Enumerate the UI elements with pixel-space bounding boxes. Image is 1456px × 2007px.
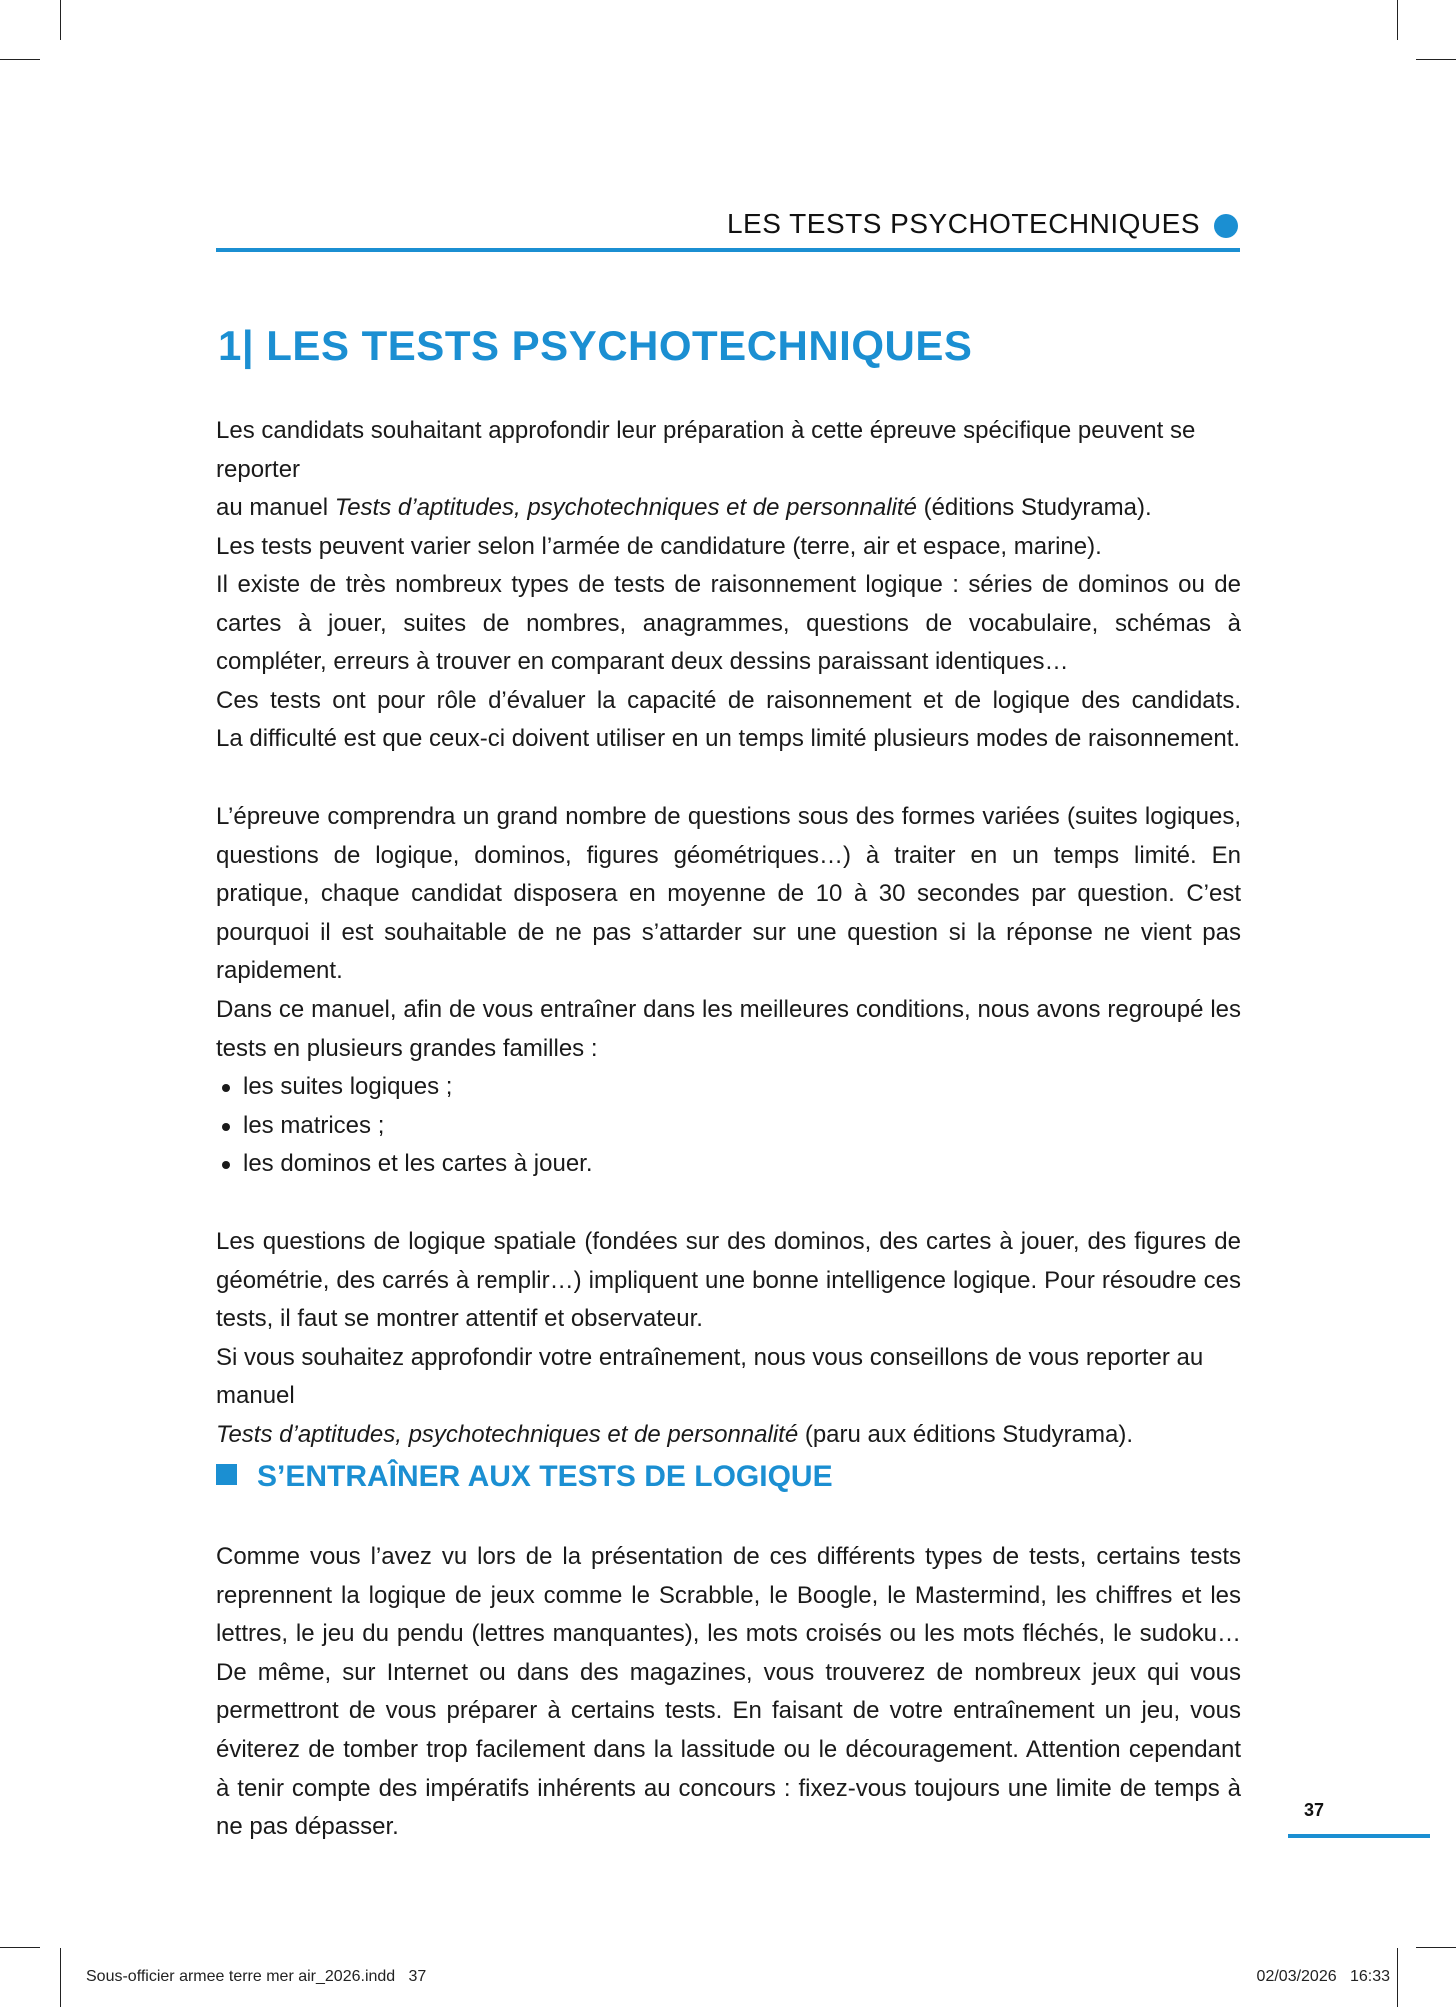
crop-mark	[1416, 59, 1456, 60]
slug-timestamp: 02/03/2026 16:33	[1256, 1968, 1390, 1985]
header-dot-icon	[1214, 214, 1238, 238]
text-line: Les tests peuvent varier selon l’armée de candidature (terre, air et espace, marine).	[216, 532, 1102, 560]
crop-mark	[1397, 0, 1398, 40]
section-title	[216, 1460, 833, 1494]
crop-mark	[0, 1947, 40, 1948]
paragraph-text: Dans ce manuel, afin de vous entraîner dans les meilleures conditions, nous avons regroupé les tests en plusieurs grandes familles :	[216, 996, 1241, 1062]
paragraph-text: Les questions de logique spatiale (fondées sur des dominos, des cartes à jouer, des figures de géométrie, des carrés à remplir…) impliquent une bonne intelligence logique. Pour résoudre ces tests, il faut se montrer attentif et observateur.	[216, 1228, 1241, 1333]
list-item: les suites logiques ;	[216, 1068, 1241, 1107]
text-fragment: (éditions Studyrama).	[916, 494, 1152, 522]
training-paragraph	[216, 1538, 1241, 1847]
families-paragraph	[216, 991, 1241, 1184]
families-list	[216, 1068, 1241, 1184]
crop-mark	[1397, 1948, 1398, 2007]
paragraph-text: Comme vous l’avez vu lors de la présentation de ces différents types de tests, certains tests reprennent la logique de jeux comme le Scrabble, le Boogle, le Mastermind, les chiffres et les lettres, le jeu du pendu (lettres manquantes), les mots croisés ou les mots fléchés, le sudoku… De même, sur Internet ou dans des magazines, vous trouverez de nombreux jeux qui vous permettront de vous préparer à certains tests. En faisant de votre entraînement un jeu, vous éviterez de tomber trop facilement dans la lassitude ou le découragement. Attention cependant à tenir compte des impératifs inhérents au concours : fixez-vous toujours une limite de temps à ne pas dépasser.	[216, 1543, 1241, 1841]
crop-mark	[60, 0, 61, 40]
page-number: 37	[1304, 1800, 1325, 1820]
text-line	[216, 1416, 1241, 1455]
text-line: Ces tests ont pour rôle d’évaluer la capacité de raisonnement et de logique des candidats.	[216, 686, 1241, 714]
text-line	[216, 489, 1241, 528]
crop-mark	[0, 59, 40, 60]
paragraph-text: Il existe de très nombreux types de tests de raisonnement logique : séries de dominos ou de cartes à jouer, suites de nombres, anagrammes, questions de vocabulaire, schémas à compléter, erreurs à trouver en comparant deux dessins paraissant identiques…	[216, 571, 1241, 676]
spatial-logic-paragraph	[216, 1223, 1241, 1455]
chapter-title: 1| LES TESTS PSYCHOTECHNIQUES	[218, 322, 973, 369]
text-fragment: au manuel	[216, 494, 335, 522]
section-title-text: S’ENTRAÎNER AUX TESTS DE LOGIQUE	[257, 1460, 833, 1493]
list-item: les dominos et les cartes à jouer.	[216, 1145, 1241, 1184]
text-line: Si vous souhaitez approfondir votre entraînement, nous vous conseillons de vous reporter au manuel	[216, 1343, 1204, 1410]
book-title: Tests d’aptitudes, psychotechniques et de personnalité	[334, 494, 917, 522]
text-fragment: (paru aux éditions Studyrama).	[798, 1420, 1133, 1448]
intro-paragraph	[216, 412, 1241, 566]
list-item: les matrices ;	[216, 1107, 1241, 1146]
running-header	[216, 200, 1240, 252]
text-line: Les candidats souhaitant approfondir leur préparation à cette épreuve spécifique peuvent se reporter	[216, 417, 1196, 483]
slug-filename: Sous-officier armee terre mer air_2026.indd 37	[86, 1968, 427, 1985]
page-number-rule	[1288, 1834, 1430, 1838]
book-title: Tests d’aptitudes, psychotechniques et de personnalité	[216, 1420, 799, 1448]
crop-mark	[60, 1948, 61, 2007]
running-header-title: LES TESTS PSYCHOTECHNIQUES	[726, 208, 1200, 239]
text-line: La difficulté est que ceux-ci doivent utiliser en un temps limité plusieurs modes de raisonnement.	[216, 725, 1241, 753]
square-bullet-icon	[216, 1464, 237, 1485]
paragraph-text: L’épreuve comprendra un grand nombre de questions sous des formes variées (suites logiques, questions de logique, dominos, figures géométriques…) à traiter en un temps limité. En pratique, chaque candidat disposera en moyenne de 10 à 30 secondes par question. C’est pourquoi il est souhaitable de ne pas s’attarder sur une question si la réponse ne vient pas rapidement.	[216, 803, 1241, 985]
logic-tests-paragraph	[216, 566, 1241, 759]
exam-paragraph	[216, 798, 1241, 991]
crop-mark	[1416, 1947, 1456, 1948]
